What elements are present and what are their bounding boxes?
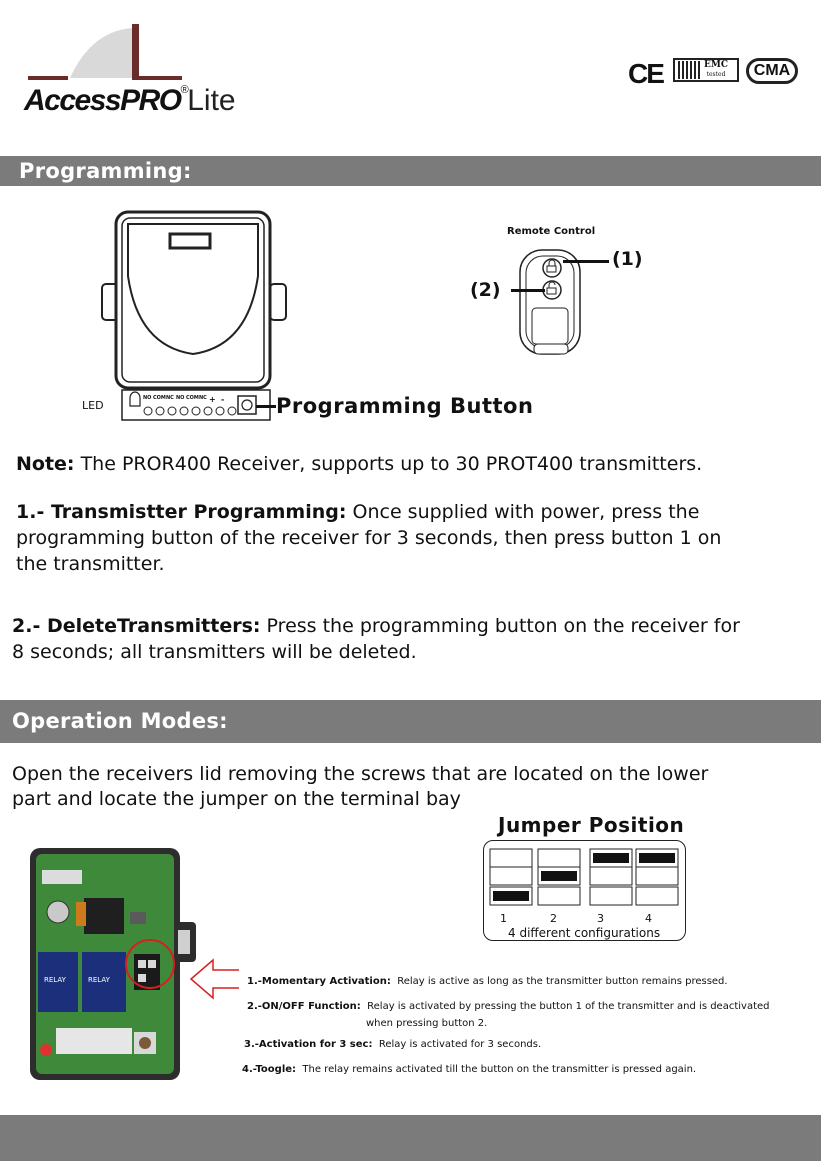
jumper-number: 4 bbox=[645, 912, 652, 925]
jumper-cap bbox=[593, 853, 629, 863]
jumper-number: 3 bbox=[597, 912, 604, 925]
pointer-arrow-icon bbox=[189, 956, 241, 1002]
operation-intro bbox=[12, 762, 812, 812]
mode-1-label: 1.-Momentary Activation: bbox=[247, 976, 391, 987]
mode-3 bbox=[244, 1039, 541, 1050]
emc-logo-icon bbox=[678, 61, 700, 79]
jumper-number: 1 bbox=[500, 912, 507, 925]
jumper-cap bbox=[639, 853, 675, 863]
mode-2-text: Relay is activated by pressing the button 1 of the transmitter and is deactivated bbox=[367, 1001, 770, 1012]
logo-wordmark bbox=[24, 84, 236, 118]
jumper-slot bbox=[636, 887, 678, 905]
note-label: Note: bbox=[16, 453, 75, 475]
mode-4-text: The relay remains activated till the button on the transmitter is pressed again. bbox=[302, 1064, 697, 1075]
jumper-slot bbox=[538, 887, 580, 905]
operation-modes-header: Operation Modes: bbox=[0, 700, 821, 743]
jumper-cap bbox=[541, 871, 577, 881]
jumper-slot bbox=[490, 849, 532, 867]
logo-brand-light: Lite bbox=[187, 84, 236, 117]
mode-2-continued: when pressing button 2. bbox=[366, 1018, 488, 1029]
callout-2-line bbox=[511, 289, 545, 292]
jumper-slot bbox=[590, 887, 632, 905]
receiver-illustration bbox=[98, 206, 298, 426]
mode-1 bbox=[247, 976, 728, 987]
emc-label: EMC bbox=[704, 60, 728, 70]
led-label: LED bbox=[82, 399, 104, 412]
callout-1-label: (1) bbox=[612, 248, 643, 270]
mode-4-label: 4.-Toogle: bbox=[242, 1064, 297, 1075]
callout-2-label: (2) bbox=[470, 279, 501, 301]
programming-button-pointer bbox=[256, 405, 276, 408]
logo-reg-mark: ® bbox=[180, 84, 188, 96]
svg-text:RELAY: RELAY bbox=[88, 976, 110, 984]
step1-label: 1.- Transmistter Programming: bbox=[16, 501, 347, 523]
jumper-slot bbox=[490, 867, 532, 885]
jumper-caption: 4 different configurations bbox=[508, 926, 661, 940]
logo-brand-bold: AccessPRO bbox=[24, 84, 181, 117]
mode-2-label: 2.-ON/OFF Function: bbox=[247, 1001, 361, 1012]
terminal-labels bbox=[143, 395, 243, 404]
mode-3-label: 3.-Activation for 3 sec: bbox=[244, 1039, 373, 1050]
jumper-diagram bbox=[483, 840, 686, 941]
jumper-slot bbox=[590, 867, 632, 885]
terminal-label: COM bbox=[153, 395, 166, 401]
jumper-slot bbox=[636, 867, 678, 885]
operation-intro-line2: part and locate the jumper on the terminal bay bbox=[12, 788, 461, 810]
mode-2 bbox=[247, 1001, 770, 1012]
terminal-label: COM bbox=[186, 395, 199, 401]
note-text: The PROR400 Receiver, supports up to 30 PROT400 transmitters. bbox=[74, 453, 703, 475]
operation-intro-line1: Open the receivers lid removing the screws that are located on the lower bbox=[12, 763, 709, 785]
terminal-label: + bbox=[209, 395, 216, 404]
logo bbox=[22, 20, 242, 120]
programming-button-label: Programming Button bbox=[276, 394, 534, 418]
step1-text: Once supplied with power, press the programming button of the receiver for 3 seconds, then press button 1 on the transmitter. bbox=[16, 501, 722, 575]
mode-3-text: Relay is activated for 3 seconds. bbox=[378, 1039, 542, 1050]
jumper-cap bbox=[493, 891, 529, 901]
programming-header: Programming: bbox=[0, 156, 821, 186]
step2-text: Press the programming button on the receiver for 8 seconds; all transmitters will be deleted. bbox=[12, 615, 740, 663]
mode-1-text: Relay is active as long as the transmitter button remains pressed. bbox=[397, 976, 728, 987]
terminal-label: NC bbox=[166, 395, 174, 401]
ce-mark: CE bbox=[628, 58, 663, 89]
step2-paragraph bbox=[12, 613, 747, 665]
terminal-label: NO bbox=[143, 395, 152, 401]
note-paragraph bbox=[16, 451, 806, 477]
terminal-label: - bbox=[221, 395, 225, 404]
jumper-slot bbox=[538, 849, 580, 867]
step1-paragraph bbox=[16, 499, 746, 577]
callout-1-line bbox=[563, 260, 609, 263]
footer-band bbox=[0, 1115, 821, 1161]
jumper-position-title: Jumper Position bbox=[498, 813, 685, 837]
terminal-label: NO bbox=[176, 395, 185, 401]
header bbox=[0, 0, 821, 150]
cma-mark: CMA bbox=[746, 58, 798, 84]
step2-label: 2.- DeleteTransmitters: bbox=[12, 615, 261, 637]
remote-control-label: Remote Control bbox=[507, 226, 596, 237]
jumper-number: 2 bbox=[550, 912, 557, 925]
terminal-label: NC bbox=[199, 395, 207, 401]
emc-sublabel: tested bbox=[706, 71, 726, 78]
svg-text:RELAY: RELAY bbox=[44, 976, 66, 984]
mode-4 bbox=[242, 1064, 696, 1075]
emc-badge bbox=[673, 58, 739, 82]
